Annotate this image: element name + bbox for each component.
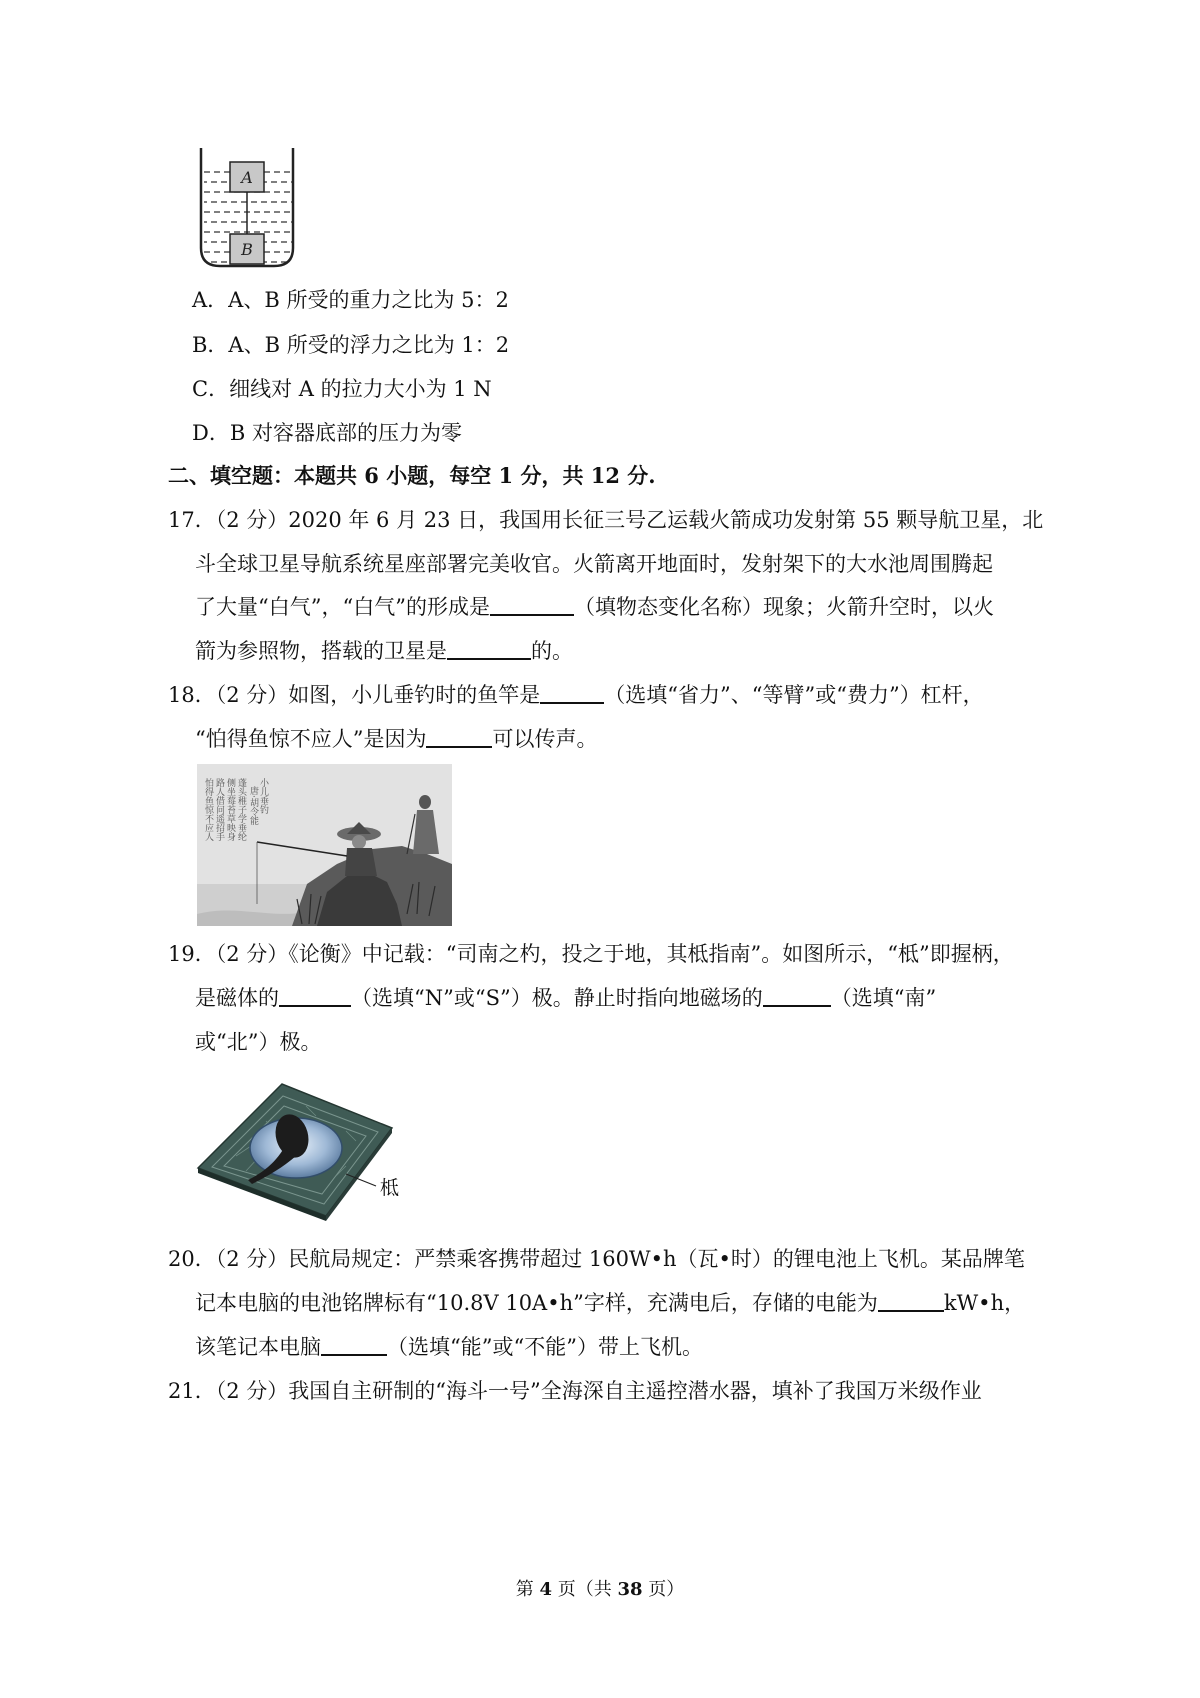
poem-column: 蓬头稚子学垂纶 xyxy=(236,778,246,841)
q18-text: 可以传声。 xyxy=(492,727,598,751)
handle-label: 柢 xyxy=(380,1177,400,1199)
q17-line3 xyxy=(195,592,994,622)
footer-text: 第 xyxy=(515,1579,540,1600)
q20-text: （选填“能”或“不能”）带上飞机。 xyxy=(387,1335,703,1359)
answer-blank[interactable] xyxy=(878,1290,944,1312)
q17-text: （填物态变化名称）现象；火箭升空时，以火 xyxy=(573,595,994,619)
q20-text: 记本电脑的电池铭牌标有“10.8V 10A•h”字样，充满电后，存储的电能为 xyxy=(195,1291,878,1315)
q19-line2 xyxy=(195,983,936,1013)
poem-column: 路人借问遥招手 xyxy=(214,778,224,841)
answer-blank[interactable] xyxy=(279,985,351,1007)
footer-page-number: 4 xyxy=(539,1579,552,1600)
option-a: A．A、B 所受的重力之比为 5：2 xyxy=(192,288,509,312)
q17-text: 的。 xyxy=(531,639,573,663)
poem-column: 怕得鱼惊不应人 xyxy=(203,778,213,841)
q20-line1: 20．（2 分）民航局规定：严禁乘客携带超过 160W•h（瓦•时）的锂电池上飞机。某品牌笔 xyxy=(168,1247,1025,1271)
q19-text: （选填“N”或“S”）极。静止时指向地磁场的 xyxy=(351,986,763,1010)
poem-column: 小儿垂钓 xyxy=(258,778,268,814)
footer-text: 页（共 xyxy=(552,1579,618,1600)
q21-line1: 21．（2 分）我国自主研制的“海斗一号”全海深自主遥控潜水器，填补了我国万米级作业 xyxy=(168,1379,982,1403)
sinan-compass-figure xyxy=(196,1076,411,1221)
q19-text: （选填“南” xyxy=(830,986,937,1010)
footer-text: 页） xyxy=(642,1579,685,1600)
footer-total-pages: 38 xyxy=(617,1579,643,1600)
answer-blank[interactable] xyxy=(447,638,531,660)
option-c: C．细线对 A 的拉力大小为 1 N xyxy=(192,377,492,401)
q17-text: 了大量“白气”，“白气”的形成是 xyxy=(195,595,490,619)
option-d: D．B 对容器底部的压力为零 xyxy=(192,421,462,445)
q18-text: （选填“省力”、“等臂”或“费力”）杠杆， xyxy=(604,683,984,707)
poem-column: 侧坐莓苔草映身 xyxy=(225,778,235,841)
q20-text: 该笔记本电脑 xyxy=(195,1335,321,1359)
q17-line2: 斗全球卫星导航系统星座部署完美收官。火箭离开地面时，发射架下的大水池周围腾起 xyxy=(195,552,993,576)
block-b-label: B xyxy=(241,240,253,259)
section-heading: 二、填空题：本题共 6 小题，每空 1 分，共 12 分. xyxy=(168,463,656,488)
answer-blank[interactable] xyxy=(540,682,604,704)
q20-line2 xyxy=(195,1288,1025,1318)
q18-text: 18．（2 分）如图，小儿垂钓时的鱼竿是 xyxy=(168,683,541,707)
q17-line1: 17．（2 分）2020 年 6 月 23 日，我国用长征三号乙运载火箭成功发射第 55 颗导航卫星，北 xyxy=(168,508,1044,532)
q17-line4 xyxy=(195,636,573,666)
q20-text: kW•h， xyxy=(943,1291,1026,1315)
q19-line1: 19．（2 分）《论衡》中记载：“司南之杓，投之于地，其柢指南”。如图所示，“柢”即握柄， xyxy=(168,942,1014,966)
answer-blank[interactable] xyxy=(321,1334,387,1356)
q19-text: 是磁体的 xyxy=(195,986,279,1010)
q19-line3: 或“北”）极。 xyxy=(195,1030,322,1054)
block-a-label: A xyxy=(241,168,253,187)
q18-line2 xyxy=(195,724,597,754)
answer-blank[interactable] xyxy=(490,594,574,616)
answer-blank[interactable] xyxy=(426,726,492,748)
beaker-figure xyxy=(196,148,298,272)
q17-text: 箭为参照物，搭载的卫星是 xyxy=(195,639,447,663)
page-footer xyxy=(0,1575,1200,1601)
q18-text: “怕得鱼惊不应人”是因为 xyxy=(195,727,427,751)
poem-column: 唐·胡令能 xyxy=(248,786,258,825)
q20-line3 xyxy=(195,1332,703,1362)
fishing-poem-figure xyxy=(197,764,452,926)
answer-blank[interactable] xyxy=(763,985,831,1007)
option-b: B．A、B 所受的浮力之比为 1：2 xyxy=(192,333,510,357)
q18-line1 xyxy=(168,680,984,710)
